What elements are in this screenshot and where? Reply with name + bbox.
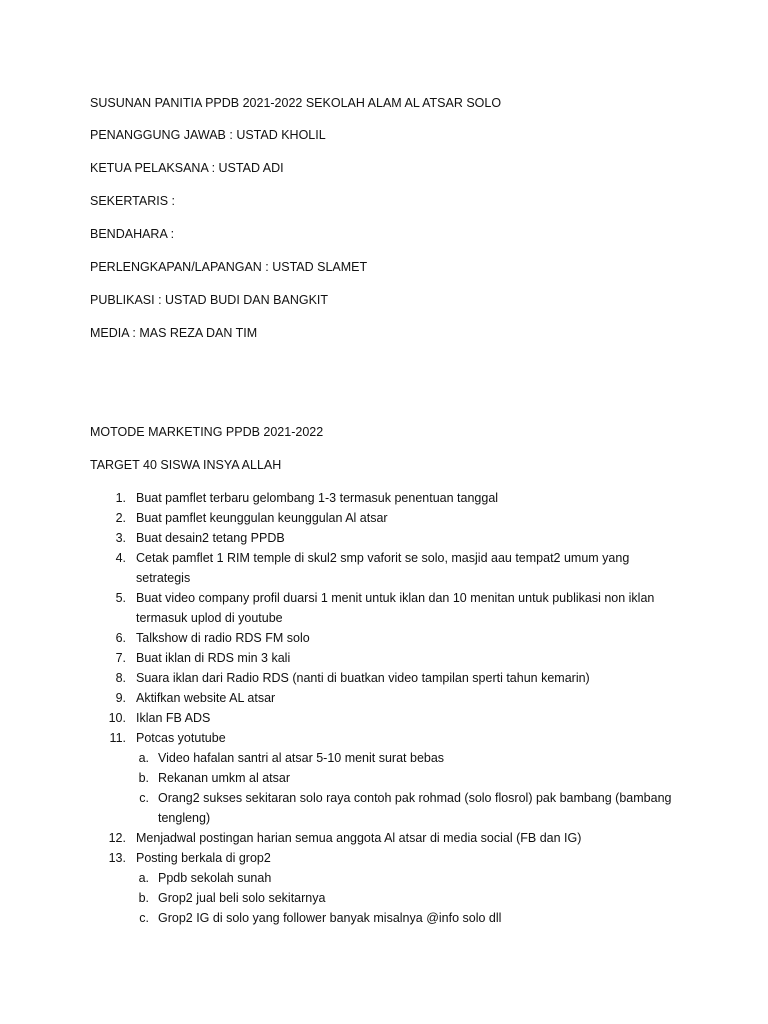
list-item-text: Buat iklan di RDS min 3 kali [136,651,291,665]
list-item-text: Ppdb sekolah sunah [158,871,272,885]
list-item-number: 1. [115,491,126,505]
list-item-number: b. [138,891,149,905]
document-title: SUSUNAN PANITIA PPDB 2021-2022 SEKOLAH ALAM AL ATSAR SOLO [90,96,502,110]
list-item-text: Buat video company profil duarsi 1 menit untuk iklan dan 10 menitan untuk publikasi non iklan [136,591,655,605]
list-item-text: Aktifkan website AL atsar [136,691,276,705]
committee-line-publikasi: PUBLIKASI : USTAD BUDI DAN BANGKIT [90,293,329,307]
committee-line-media: MEDIA : MAS REZA DAN TIM [90,326,258,340]
list-item-number: 8. [115,671,126,685]
list-item-text: Buat pamflet terbaru gelombang 1-3 termasuk penentuan tanggal [136,491,499,505]
list-item-text: Suara iklan dari Radio RDS (nanti di buatkan video tampilan sperti tahun kemarin) [136,671,590,685]
list-item-number: 7. [115,651,126,665]
committee-line-penanggung-jawab: PENANGGUNG JAWAB : USTAD KHOLIL [90,128,326,142]
list-item-text: Rekanan umkm al atsar [158,771,291,785]
list-item-text: Posting berkala di grop2 [136,851,271,865]
list-item-text: Cetak pamflet 1 RIM temple di skul2 smp vaforit se solo, masjid aau tempat2 umum yang [136,551,630,565]
list-item-text: setrategis [136,571,191,585]
list-item-number: 6. [115,631,126,645]
list-item-number: 9. [115,691,126,705]
list-item-text: Menjadwal postingan harian semua anggota Al atsar di media social (FB dan IG) [136,831,582,845]
list-item-text: Talkshow di radio RDS FM solo [136,631,310,645]
list-item-number: c. [139,791,149,805]
list-item-text: tengleng) [158,811,211,825]
committee-line-bendahara: BENDAHARA : [90,227,175,241]
list-item-number: 4. [115,551,126,565]
list-item-number: 10. [108,711,126,725]
list-item-text: Video hafalan santri al atsar 5-10 menit surat bebas [158,751,445,765]
list-item-number: 2. [115,511,126,525]
list-item-text: Buat desain2 tetang PPDB [136,531,285,545]
list-item-number: a. [138,751,149,765]
list-item-number: 13. [108,851,126,865]
marketing-title: MOTODE MARKETING PPDB 2021-2022 [90,425,324,439]
list-item-text: Grop2 IG di solo yang follower banyak misalnya @info solo dll [158,911,502,925]
list-item-number: 12. [108,831,126,845]
list-item-number: 3. [115,531,126,545]
list-item-text: Grop2 jual beli solo sekitarnya [158,891,326,905]
marketing-target: TARGET 40 SISWA INSYA ALLAH [90,458,282,472]
committee-line-perlengkapan: PERLENGKAPAN/LAPANGAN : USTAD SLAMET [90,260,368,274]
list-item-number: 5. [115,591,126,605]
list-item-number: b. [138,771,149,785]
list-item-text: Orang2 sukses sekitaran solo raya contoh pak rohmad (solo flosrol) pak bambang (bambang [158,791,672,805]
list-item-text: Potcas yotutube [136,731,226,745]
committee-line-ketua-pelaksana: KETUA PELAKSANA : USTAD ADI [90,161,284,175]
list-item-text: Iklan FB ADS [136,711,211,725]
list-item-number: c. [139,911,149,925]
committee-line-sekertaris: SEKERTARIS : [90,194,175,208]
list-item-number: a. [138,871,149,885]
list-item-text: termasuk uplod di youtube [136,611,283,625]
list-item-text: Buat pamflet keunggulan keunggulan Al atsar [136,511,388,525]
list-item-number: 11. [109,731,126,745]
